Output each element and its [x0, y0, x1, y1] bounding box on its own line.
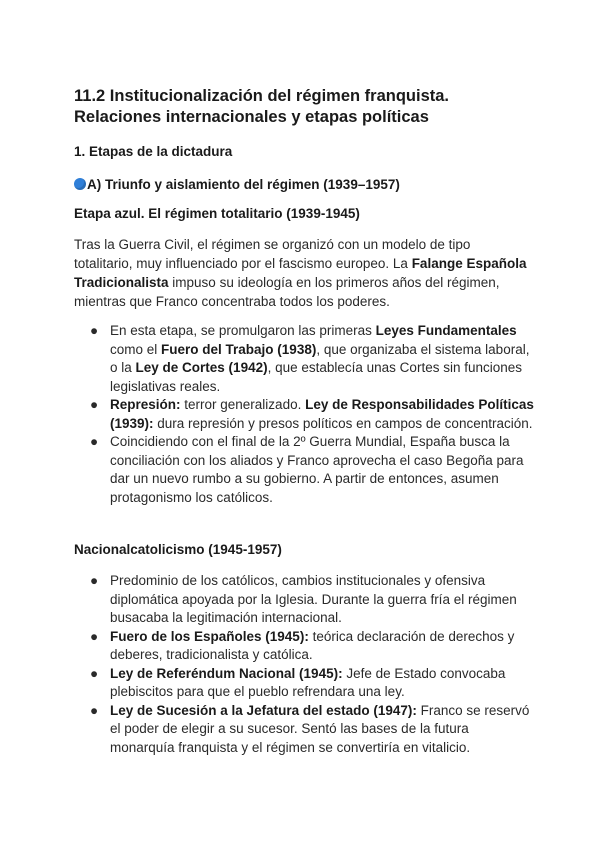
list-etapa-azul	[74, 322, 534, 507]
document-title	[74, 86, 534, 128]
list-item	[74, 702, 534, 758]
bullet-icon: ●	[90, 434, 99, 449]
list-item-bold: Fuero del Trabajo (1938)	[161, 341, 317, 357]
list-item	[74, 628, 534, 665]
list-item-bold: Leyes Fundamentales	[375, 323, 517, 338]
bullet-icon: ●	[90, 665, 99, 681]
bullet-icon: ●	[90, 702, 99, 718]
list-item-bold: Fuero de los Españoles (1945):	[110, 628, 309, 644]
title-line-1: 11.2 Institucionalización del régimen franquista.	[74, 87, 450, 105]
list-item	[74, 322, 534, 396]
list-item-text: terror generalizado.	[180, 397, 306, 412]
subsection-heading-nacionalcatolicismo: Nacionalcatolicismo (1945-1957)	[74, 542, 282, 557]
section-heading-etapas: 1. Etapas de la dictadura	[74, 144, 233, 159]
list-item	[74, 665, 534, 702]
list-item-text: dura represión y presos políticos en campos de concentración.	[153, 415, 533, 431]
paragraph-text: Tras la Guerra Civil, el régimen se organizó con un modelo de tipo totalitario, muy influenciado por el fascismo europeo. La	[74, 237, 471, 271]
subsection-heading-etapa-azul: Etapa azul. El régimen totalitario (1939-1945)	[74, 206, 360, 221]
list-item-bold: Ley de Responsabilidades Políticas (1939):	[110, 397, 534, 431]
paragraph-bold: Falange Española Tradicionalista	[74, 256, 527, 290]
list-item-text: En esta etapa, se promulgaron las primeras	[110, 323, 376, 338]
list-item	[74, 396, 534, 433]
list-item-bold: Ley de Sucesión a la Jefatura del estado (1947):	[110, 702, 417, 718]
list-item-text: como el	[110, 341, 162, 357]
list-item-text: teórica declaración de derechos y deberes, tradicionalista y católica.	[110, 628, 515, 662]
list-item	[74, 433, 534, 507]
bullet-icon: ●	[90, 628, 99, 644]
title-line-2: Relaciones internacionales y etapas políticas	[74, 108, 429, 126]
document-page	[74, 86, 534, 755]
list-item-text: Franco se reservó el poder de elegir a su sucesor. Sentó las bases de la futura monarquía franquista y el régimen se convertiría en vitalicio.	[110, 702, 530, 755]
paragraph-etapa-azul	[74, 235, 529, 311]
blue-circle-icon	[74, 178, 86, 190]
list-nacionalcatolicismo	[74, 572, 534, 757]
list-item-bold: Represión:	[110, 397, 181, 412]
list-item-bold: Ley de Cortes (1942)	[135, 360, 268, 375]
section-heading-a-text: A) Triunfo y aislamiento del régimen (1939–1957)	[87, 177, 400, 192]
list-item-text: , que organizaba el sistema laboral, o la	[110, 341, 530, 375]
list-item-text: Jefe de Estado convocaba plebiscitos para que el pueblo refrendara una ley.	[110, 665, 506, 699]
list-item-text: , que establecía unas Cortes sin funciones legislativas reales.	[110, 360, 522, 394]
list-item	[74, 572, 534, 628]
section-heading-a	[74, 177, 400, 192]
bullet-icon: ●	[90, 397, 99, 412]
list-item-text: Coincidiendo con el final de la 2º Guerra Mundial, España busca la conciliación con los aliados y Franco aprovecha el caso Begoña para dar un nuevo rumbo a su gobierno. A partir de entonces, asumen protagonismo los católicos.	[110, 434, 524, 505]
paragraph-text: impuso su ideología en los primeros años del régimen, mientras que Franco concentraba todos los poderes.	[74, 275, 500, 309]
list-item-bold: Ley de Referéndum Nacional (1945):	[110, 665, 343, 681]
list-item-text: Predominio de los católicos, cambios institucionales y ofensiva diplomática apoyada por la Iglesia. Durante la guerra fría el régimen busacaba la legitimación internacional.	[110, 573, 517, 625]
bullet-icon: ●	[90, 323, 99, 338]
bullet-icon: ●	[90, 573, 99, 588]
